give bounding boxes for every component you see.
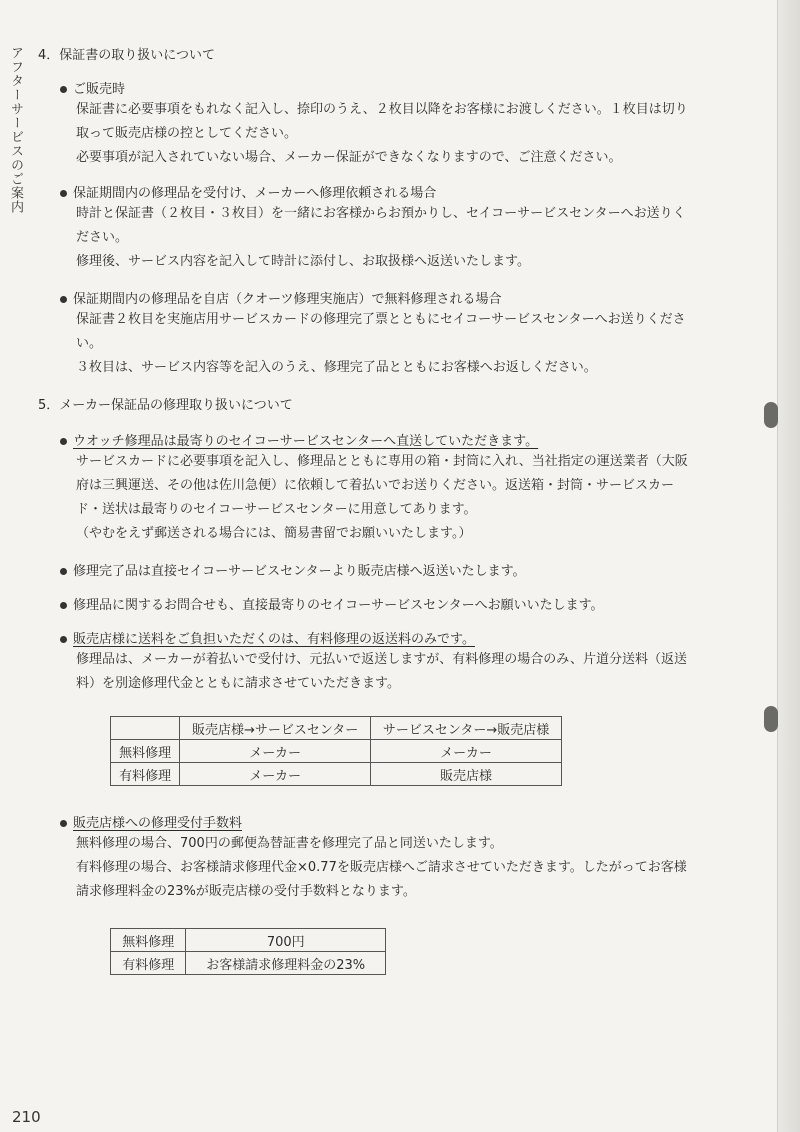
table-cell: メーカー (180, 763, 371, 786)
bullet-heading-text: 保証期間内の修理品を自店（クオーツ修理実施店）で無料修理される場合 (73, 292, 502, 307)
paragraph: （やむをえず郵送される場合には、簡易書留でお願いいたします。） (76, 526, 472, 541)
paragraph: サービスカードに必要事項を記入し、修理品とともに専用の箱・封筒に入れ、当社指定の運送業者（大阪府は三興運送、その他は佐川急便）に依頼して着払いでお送りください。返送箱・封筒・サービスカード・送状は最寄りのセイコーサービスセンターに用意してあります。 (76, 454, 688, 517)
bullet-icon (60, 568, 67, 575)
table-row (111, 763, 562, 786)
paragraph: 無料修理の場合、700円の郵便為替証書を修理完了品と同送いたします。 (76, 836, 503, 851)
paragraph: 保証書２枚目を実施店用サービスカードの修理完了票とともにセイコーサービスセンターへお送りください。 (76, 312, 686, 351)
paragraph: 保証書に必要事項をもれなく記入し、捺印のうえ、２枚目以降をお客様にお渡しください。１枚目は切り取って販売店様の控としてください。 (76, 102, 688, 141)
table-header: サービスセンター→販売店様 (371, 717, 562, 740)
table-row (111, 740, 562, 763)
paragraph: 修理後、サービス内容を記入して時計に添付し、お取扱様へ返送いたします。 (76, 254, 530, 269)
bullet-heading (60, 628, 475, 647)
bullet-heading-text: 修理品に関するお問合せも、直接最寄りのセイコーサービスセンターへお願いいたします。 (73, 598, 604, 613)
bullet-heading (60, 288, 501, 307)
bullet-heading (60, 430, 538, 449)
bullet-heading-text: 販売店様への修理受付手数料 (73, 816, 243, 831)
bullet-heading (60, 594, 604, 613)
punch-hole (764, 402, 778, 428)
bullet-heading-text: ご販売時 (73, 82, 126, 97)
bullet-heading (60, 812, 242, 831)
punch-hole (764, 706, 778, 732)
bullet-heading-text: 保証期間内の修理品を受付け、メーカーへ修理依頼される場合 (73, 186, 437, 201)
page-number: 210 (12, 1108, 41, 1126)
bullet-heading (60, 560, 526, 579)
table-cell: 有料修理 (111, 763, 180, 786)
page-edge (777, 0, 800, 1132)
bullet-icon (60, 636, 67, 643)
shipping-cost-table (110, 716, 562, 786)
bullet-icon (60, 438, 67, 445)
bullet-icon (60, 190, 67, 197)
bullet-heading-text: ウオッチ修理品は最寄りのセイコーサービスセンターへ直送していただきます。 (73, 434, 539, 449)
table-cell: 無料修理 (111, 929, 186, 952)
section-title: 4．保証書の取り扱いについて (38, 48, 216, 63)
bullet-icon (60, 602, 67, 609)
bullet-icon (60, 296, 67, 303)
table-cell (111, 717, 180, 740)
bullet-heading-text: 修理完了品は直接セイコーサービスセンターより販売店様へ返送いたします。 (73, 564, 526, 579)
table-cell: お客様請求修理料金の23% (186, 952, 386, 975)
table-cell: 無料修理 (111, 740, 180, 763)
bullet-heading (60, 78, 125, 97)
paragraph: 有料修理の場合、お客様請求修理代金×0.77を販売店様へご請求させていただきます。したがってお客様請求修理料金の23%が販売店様の受付手数料となります。 (76, 860, 687, 899)
table-cell: 有料修理 (111, 952, 186, 975)
table-row (111, 952, 386, 975)
section-title: 5．メーカー保証品の修理取り扱いについて (38, 398, 293, 413)
paragraph: 必要事項が記入されていない場合、メーカー保証ができなくなりますので、ご注意ください。 (76, 150, 622, 165)
bullet-heading-text: 販売店様に送料をご負担いただくのは、有料修理の返送料のみです。 (73, 632, 475, 647)
paragraph: 修理品は、メーカーが着払いで受付け、元払いで返送しますが、有料修理の場合のみ、片道分送料（返送料）を別途修理代金とともに請求させていただきます。 (76, 652, 688, 691)
table-row (111, 929, 386, 952)
table-row (111, 717, 562, 740)
bullet-icon (60, 820, 67, 827)
handling-fee-table (110, 928, 386, 975)
table-cell: メーカー (371, 740, 562, 763)
side-label: アフターサービスのご案内 (8, 46, 23, 214)
bullet-heading (60, 182, 436, 201)
bullet-icon (60, 86, 67, 93)
paragraph: ３枚目は、サービス内容等を記入のうえ、修理完了品とともにお客様へお返しください。 (76, 360, 597, 375)
table-header: 販売店様→サービスセンター (180, 717, 371, 740)
paragraph: 時計と保証書（２枚目・３枚目）を一緒にお客様からお預かりし、セイコーサービスセンターへお送りください。 (76, 206, 686, 245)
table-cell: メーカー (180, 740, 371, 763)
table-cell: 700円 (186, 929, 386, 952)
table-cell: 販売店様 (371, 763, 562, 786)
